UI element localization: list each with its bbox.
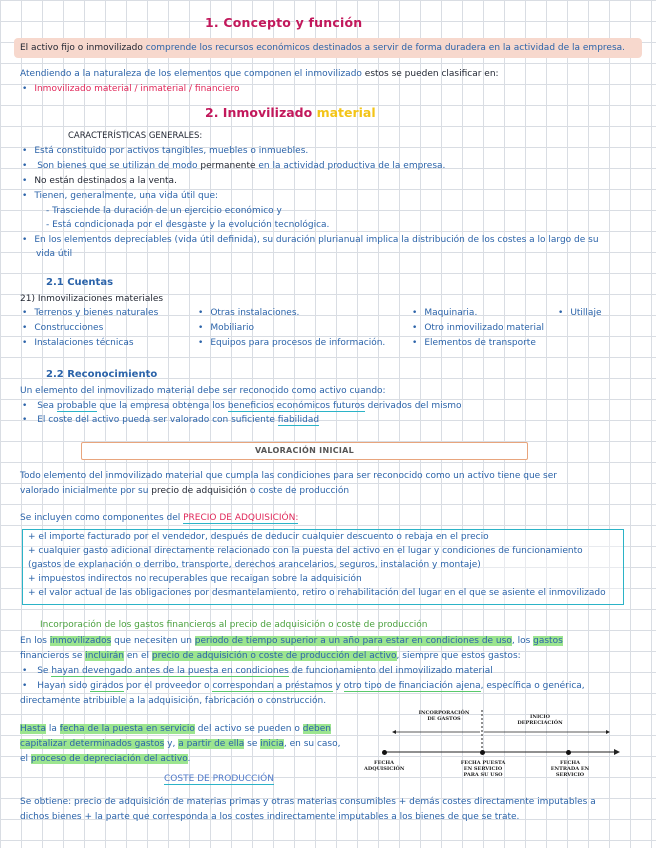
recognition-b1e: derivados del mismo <box>364 401 462 411</box>
recognition-b1b: probable <box>56 401 97 411</box>
diagram-label: FECHA ENTRADA EN SERVICIO <box>550 760 590 778</box>
financial-b1c: de funcionamiento del inmovilizado material <box>288 666 493 676</box>
general-title: CARACTERÍSTICAS GENERALES: <box>68 131 203 141</box>
recognition-b1d: beneficios económicos futuros <box>227 401 365 411</box>
diagram-top-left: INCORPORACIÓN DE GASTOS <box>418 710 470 722</box>
components-intro <box>20 513 298 523</box>
recognition-b2a: El coste del activo pueda ser valorado con suficiente <box>37 415 278 425</box>
capitalize-line-1 <box>20 724 331 734</box>
capitalize-l1a: Hasta <box>20 724 47 734</box>
account-item: • Equipos para procesos de información. <box>198 338 385 348</box>
general-b2c: en la actividad productiva de la empresa. <box>255 161 446 171</box>
financial-b2a: Hayan sido <box>37 681 91 691</box>
classification-intro-a: Atendiendo a la naturaleza de los elementos que componen el inmovilizado <box>20 69 362 79</box>
financial-bullet-2-cont: directamente atribuible a la adquisición, fabricación o construcción. <box>20 696 327 706</box>
financial-b2c: por el proveedor o <box>123 681 213 691</box>
financial-p1e: , los <box>511 636 534 646</box>
general-bullet-5-cont: vida útil <box>36 249 73 259</box>
component-line: + impuestos indirectos no recuperables que recaigan sobre la adquisición <box>28 574 362 584</box>
financial-b2b: girados <box>90 681 124 691</box>
account-item: • Instalaciones técnicas <box>22 338 134 348</box>
capitalize-l1d: del activo se pueden o <box>194 724 303 734</box>
section-heading-concept: 1. Concepto y función <box>205 15 363 30</box>
general-b2b: permanente <box>200 161 256 171</box>
expense-arrow-left <box>392 730 396 734</box>
capitalize-l2c: a partir de ella <box>178 739 245 749</box>
definition-body: comprende los recursos económicos destinados a servir de forma duradera en la actividad de la empresa. <box>142 43 626 53</box>
capitalize-l2f: , en su caso, <box>283 739 341 749</box>
production-title: COSTE DE PRODUCCIÓN <box>164 774 274 784</box>
component-line: + el valor actual de las obligaciones por desmantelamiento, retiro o rehabilitación del lugar en el que se asiente el inmovilizado <box>28 588 606 598</box>
financial-bullet-2 <box>22 681 585 691</box>
recognition-b1a: Sea <box>37 401 57 411</box>
financial-b1a: Se <box>37 666 52 676</box>
components-intro-a: Se incluyen como componentes del <box>20 513 184 523</box>
accounts-title: 2.1 Cuentas <box>46 277 114 288</box>
diagram-label: FECHA PUESTA EN SERVICIO PARA SU USO <box>460 760 506 778</box>
account-item: • Terrenos y bienes naturales <box>22 308 158 318</box>
recognition-b2b: fiabilidad <box>277 415 320 425</box>
financial-title: Incorporación de los gastos financieros al precio de adquisición o coste de producción <box>40 620 428 630</box>
financial-p1a: En los <box>20 636 50 646</box>
account-item: • Otras instalaciones. <box>198 308 299 318</box>
accounts-subtitle: 21) Inmovilizaciones materiales <box>20 294 164 304</box>
recognition-intro: Un elemento del inmovilizado material debe ser reconocido como activo cuando: <box>20 386 386 396</box>
general-b2a: Son bienes que se utilizan de modo <box>37 161 201 171</box>
capitalize-l3c: . <box>187 754 191 764</box>
financial-p1c: que necesiten un <box>111 636 195 646</box>
account-item: • Construcciones <box>22 323 103 333</box>
timeline-point <box>382 750 387 755</box>
general-bullet-3: • No están destinados a la venta. <box>22 176 177 186</box>
account-item: • Maquinaria. <box>412 308 477 318</box>
timeline-point <box>480 750 485 755</box>
component-line: + cualquier gasto adicional directamente relacionado con la puesta del activo en el lugar y condiciones de funcionamiento <box>28 546 583 556</box>
component-line: (gastos de explanación o derribo, transporte, derechos arancelarios, seguros, instalación y montaje) <box>28 560 481 570</box>
financial-p2c: en el <box>124 651 152 661</box>
financial-bullet-1 <box>22 666 493 676</box>
capitalize-line-3 <box>20 754 190 764</box>
financial-p2e: , siempre que estos gastos: <box>396 651 521 661</box>
financial-p2a: financieros se <box>20 651 86 661</box>
general-bullet-1: • Está constituido por activos tangibles, muebles o inmuebles. <box>22 146 308 156</box>
account-item: • Mobiliario <box>198 323 254 333</box>
valuation-line2b: precio de adquisición <box>151 486 247 496</box>
component-line: + el importe facturado por el vendedor, después de deducir cualquier descuento o rebaja en el precio <box>28 532 489 542</box>
capitalize-l3b: proceso de depreciación del activo <box>30 754 188 764</box>
financial-p2b: incluirán <box>85 651 125 661</box>
capitalize-l3a: el <box>20 754 31 764</box>
diagram-label: FECHA ADQUISICIÓN <box>364 760 405 772</box>
account-item: • Otro inmovilizado material <box>412 323 544 333</box>
financial-p2 <box>20 651 521 661</box>
recognition-bullet-1 <box>22 401 462 411</box>
valuation-initial-box: VALORACIÓN INICIAL <box>81 442 528 460</box>
timeline-diagram <box>364 706 622 790</box>
capitalize-l1e: deben <box>302 724 331 734</box>
diagram-top-right: INICIO DEPRECIACIÓN <box>517 714 563 726</box>
valuation-line-1: Todo elemento del inmovilizado material que cumpla las condiciones para ser reconocido como un activo tiene que ser <box>20 471 557 481</box>
financial-b2g: , específica o genérica, <box>480 681 585 691</box>
financial-p1 <box>20 636 563 646</box>
capitalize-l2a: capitalizar determinados gastos <box>20 739 165 749</box>
heading2-a: 2. Inmovilizado <box>205 105 317 120</box>
definition-text <box>20 43 625 53</box>
financial-b2d: correspondan a préstamos <box>212 681 333 691</box>
valuation-line2a: valorado inicialmente por su <box>20 486 152 496</box>
financial-p1d: periodo de tiempo superior a un año para estar en condiciones de uso <box>194 636 512 646</box>
production-line-2: dichos bienes + la parte que corresponda a los costes indirectamente imputables a los bienes de que se trate. <box>20 812 520 822</box>
capitalize-l1c: fecha de la puesta en servicio <box>59 724 195 734</box>
financial-b1b: hayan devengado antes de la puesta en condiciones <box>51 666 289 676</box>
capitalize-line-2 <box>20 739 341 749</box>
capitalize-l2e: inicia <box>260 739 284 749</box>
financial-b2f: otro tipo de financiación ajena <box>343 681 481 691</box>
heading2-b: material <box>316 105 376 120</box>
timeline-point <box>566 750 571 755</box>
financial-p2d: precio de adquisición o coste de producción del activo <box>151 651 397 661</box>
classification-intro <box>20 69 499 79</box>
production-line-1: Se obtiene: precio de adquisición de materias primas y otras materias consumibles + demás costes directamente imputables a <box>20 797 596 807</box>
recognition-title: 2.2 Reconocimiento <box>46 369 158 380</box>
timeline-arrowhead <box>614 749 620 755</box>
recognition-bullet-2 <box>22 415 319 425</box>
components-intro-b: PRECIO DE ADQUISICIÓN: <box>183 513 299 523</box>
financial-b2e: y <box>332 681 344 691</box>
capitalize-l1b: la <box>46 724 60 734</box>
section-heading-material <box>205 105 376 120</box>
valuation-line-2 <box>20 486 349 496</box>
classification-bullet: • Inmovilizado material / inmaterial / financiero <box>22 84 240 94</box>
account-item: • Elementos de transporte <box>412 338 536 348</box>
recognition-b1c: que la empresa obtenga los <box>96 401 228 411</box>
capitalize-l2d: se <box>244 739 261 749</box>
valuation-line2c: o coste de producción <box>246 486 350 496</box>
general-sub-2: - Está condicionada por el desgaste y la evolución tecnológica. <box>46 220 330 230</box>
definition-term: El activo fijo o inmovilizado <box>20 43 143 53</box>
financial-p1b: inmovilizados <box>49 636 112 646</box>
capitalize-l2b: y, <box>164 739 179 749</box>
financial-p1f: gastos <box>533 636 563 646</box>
general-bullet-4: • Tienen, generalmente, una vida útil que: <box>22 191 218 201</box>
general-bullet-2 <box>22 161 445 171</box>
account-item: • Utillaje <box>558 308 601 318</box>
general-sub-1: - Trasciende la duración de un ejercicio económico y <box>46 206 282 216</box>
general-bullet-5: • En los elementos depreciables (vida útil definida), su duración plurianual implica la distribución de los costes a lo largo de su <box>22 235 599 245</box>
depreciation-arrow-right <box>606 730 610 734</box>
classification-intro-b: estos se pueden clasificar en: <box>361 69 499 79</box>
